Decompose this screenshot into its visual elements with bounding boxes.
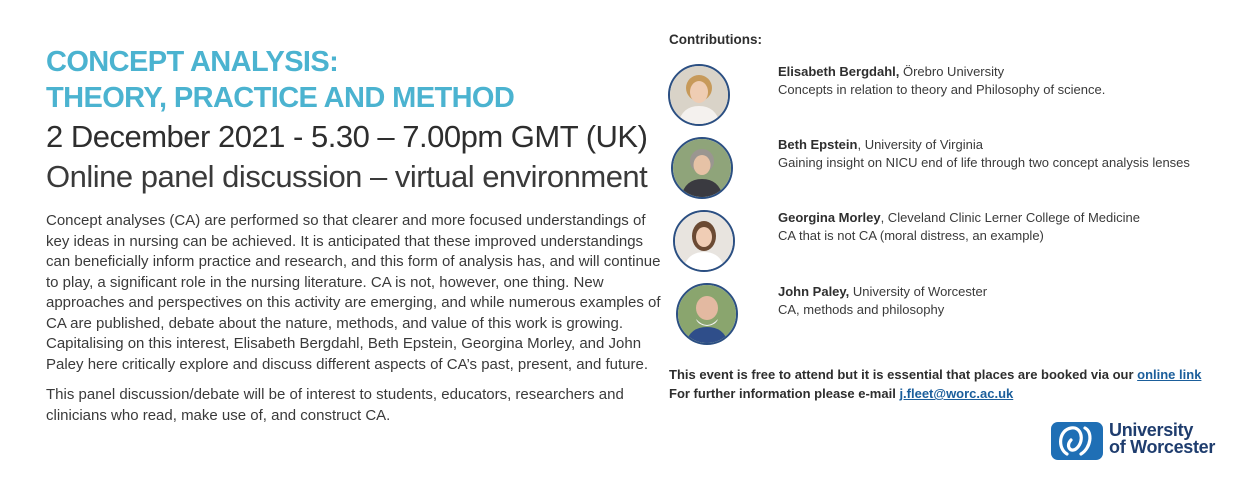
logo-line2: of Worcester — [1109, 437, 1216, 457]
person-elisabeth-bergdahl — [778, 63, 1105, 99]
person-name: John Paley, — [778, 284, 850, 299]
person-beth-epstein — [778, 136, 1190, 172]
event-title-line2: THEORY, PRACTICE AND METHOD — [46, 82, 515, 114]
contact-text: For further information please e-mail — [669, 386, 900, 401]
event-title-line1: CONCEPT ANALYSIS: — [46, 46, 339, 78]
online-booking-link[interactable]: online link — [1137, 367, 1202, 382]
person-name: Georgina Morley — [778, 210, 881, 225]
booking-text: This event is free to attend but it is essential that places are booked via our — [669, 367, 1138, 382]
avatar-john-paley — [676, 283, 738, 345]
person-affiliation: Örebro University — [899, 64, 1005, 79]
event-description — [46, 44, 666, 426]
avatar-georgina-morley — [673, 210, 735, 272]
person-topic: CA, methods and philosophy — [778, 302, 945, 317]
worcester-emblem-icon — [1051, 418, 1103, 462]
person-affiliation: , Cleveland Clinic Lerner College of Medicine — [880, 210, 1140, 225]
person-name: Elisabeth Bergdahl, — [778, 64, 900, 79]
person-name: Beth Epstein — [778, 137, 858, 152]
contributions-panel — [668, 0, 1238, 488]
logo-wordmark — [1109, 422, 1215, 456]
audience-paragraph: This panel discussion/debate will be of interest to students, educators, researchers and clinicians who read, make use of, and construct CA. — [46, 386, 624, 424]
portrait-photo — [675, 212, 733, 270]
person-georgina-morley — [778, 209, 1140, 245]
portrait-photo — [678, 285, 736, 343]
person-affiliation: University of Worcester — [849, 284, 988, 299]
portrait-photo — [673, 139, 731, 197]
avatar-beth-epstein — [671, 137, 733, 199]
person-affiliation: , University of Virginia — [857, 137, 983, 152]
portrait-photo — [670, 66, 728, 124]
event-subtitle: Online panel discussion – virtual environment — [46, 159, 648, 194]
person-topic: Gaining insight on NICU end of life through two concept analysis lenses — [778, 155, 1190, 170]
description-paragraph: Concept analyses (CA) are performed so that clearer and more focused understandings of key ideas in nursing can be achieved. It is anticipated that these improved understandings can beneficially inform practice and research, and this form of analysis has, and will continue to play, a significant role in the nursing literature. CA is not, however, one thing. New approaches and perspectives on this activity are emerging, and while numerous examples of CA are published, debate about the nature, methods, and value of this work is growing. Capitalising on this interest, Elisabeth Bergdahl, Beth Epstein, Georgina Morley, and John Paley here critically explore and discuss different aspects of CA’s past, present, and future. — [46, 212, 661, 373]
contributions-heading: Contributions: — [669, 32, 762, 47]
avatar-elisabeth-bergdahl — [668, 64, 730, 126]
person-topic: CA that is not CA (moral distress, an example) — [778, 228, 1044, 243]
booking-info — [669, 365, 1201, 403]
person-topic: Concepts in relation to theory and Philosophy of science. — [778, 82, 1106, 97]
person-john-paley — [778, 283, 987, 319]
logo-line1: University — [1109, 420, 1194, 440]
university-of-worcester-logo — [1051, 418, 1227, 462]
event-date: 2 December 2021 - 5.30 – 7.00pm GMT (UK) — [46, 119, 648, 154]
email-link[interactable]: j.fleet@worc.ac.uk — [899, 386, 1014, 401]
